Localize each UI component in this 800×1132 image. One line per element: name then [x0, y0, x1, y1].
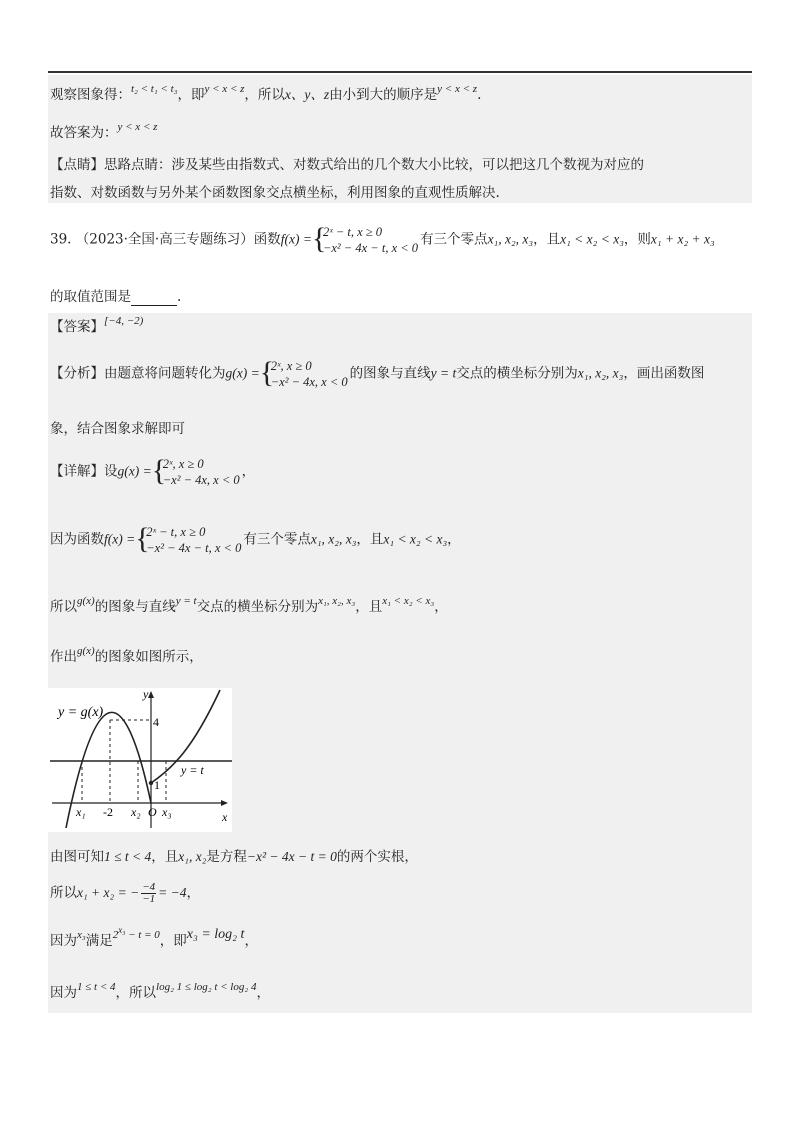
so-line: 所以$^{g(x)}$的图象与直线$^{y = t}$交点的横坐标分别为$^{x_1, x_2, x_3}$，且$^{x_1 < x_2 < x_3}$，	[50, 595, 448, 615]
answer-blank	[131, 291, 177, 306]
tip-line-2: 指数、对数函数与另外某个函数图象交点横坐标，利用图象的直观性质解决.	[50, 185, 500, 201]
from-graph-line: 由图可知1 ≤ t < 4，且x₁, x₂是方程−x² − 4x − t = 0的两个实根，	[50, 849, 418, 865]
answer-39: 【答案】$^{[-4, -2)}$	[50, 315, 144, 335]
log-line: 因为$^{1 \le t < 4}$，所以$^{log_2 1 \le log_2 t < log_2 4}$，	[50, 981, 270, 1001]
answer-prev: 故答案为：$^{y < x < z}$	[50, 121, 158, 141]
sum-line: 所以x₁ + x₂ = − $\frac{-4}{-1}$ = −4，	[50, 881, 200, 905]
because-line: 因为函数f(x) = { 2ˣ − t, x ≥ 0 −x² − 4x − t, x < 0 有三个零点x₁, x₂, x₃，且x₁ < x₂ < x₃，	[50, 524, 461, 556]
label-four: 4	[153, 715, 159, 729]
fraction: $\frac{-4}{-1}$	[142, 881, 156, 905]
tip-line-1: 【点睛】思路点睛：涉及某些由指数式、对数式给出的几个数大小比较，可以把这几个数视为对应的	[50, 157, 644, 173]
analysis-line-2: 象，结合图象求解即可	[50, 421, 185, 437]
label-y-axis: y	[143, 688, 149, 701]
point-0-1	[149, 781, 153, 785]
label-x3: x₃	[162, 805, 172, 819]
label-x-axis: x	[222, 810, 228, 824]
top-rule	[48, 71, 752, 73]
label-minus-2: -2	[103, 805, 113, 819]
detail-line: 【详解】设g(x) = { 2ˣ, x ≥ 0 −x² − 4x, x < 0 ，	[50, 456, 255, 488]
label-one: 1	[154, 778, 160, 792]
label-x2: x₂	[131, 805, 141, 819]
piecewise-f: { 2ˣ − t, x ≥ 0 −x² − 4x − t, x < 0	[314, 224, 418, 256]
function-graph	[48, 688, 232, 832]
label-t: y = t	[181, 763, 204, 777]
draw-line: 作出$^{g(x)}$的图象如图所示，	[50, 645, 203, 665]
label-g: y = g(x)	[58, 705, 104, 720]
analysis-line-1: 【分析】由题意将问题转化为g(x) = { 2ˣ, x ≥ 0 −x² − 4x, x < 0 的图象与直线y = t交点的横坐标分别为x₁, x₂, x₃，画出函数图	[50, 358, 704, 390]
problem-39-statement-2: 的取值范围是 .	[50, 289, 182, 305]
problem-39-statement: 39. （2023·全国·高三专题练习）函数f(x) = { 2ˣ − t, x ≥ 0 −x² − 4x − t, x < 0 有三个零点x₁, x₂, x₃，且x₁ < x₂ < x₃，则x₁ + x₂ + x₃	[50, 224, 715, 256]
observe-line: 观察图象得：$^{t_2 < t_1 < t_3}$，即$^{y < x < z}$，所以x、y、z由小到大的顺序是$^{y < x < z}$.	[50, 83, 482, 103]
x3-line: 因为$^{x_3}$满足$^{2^{x_3} - t = 0}$，即x₃ = log₂ t，	[50, 925, 258, 949]
label-x1: x₁	[76, 805, 86, 819]
label-origin: O	[148, 805, 157, 819]
